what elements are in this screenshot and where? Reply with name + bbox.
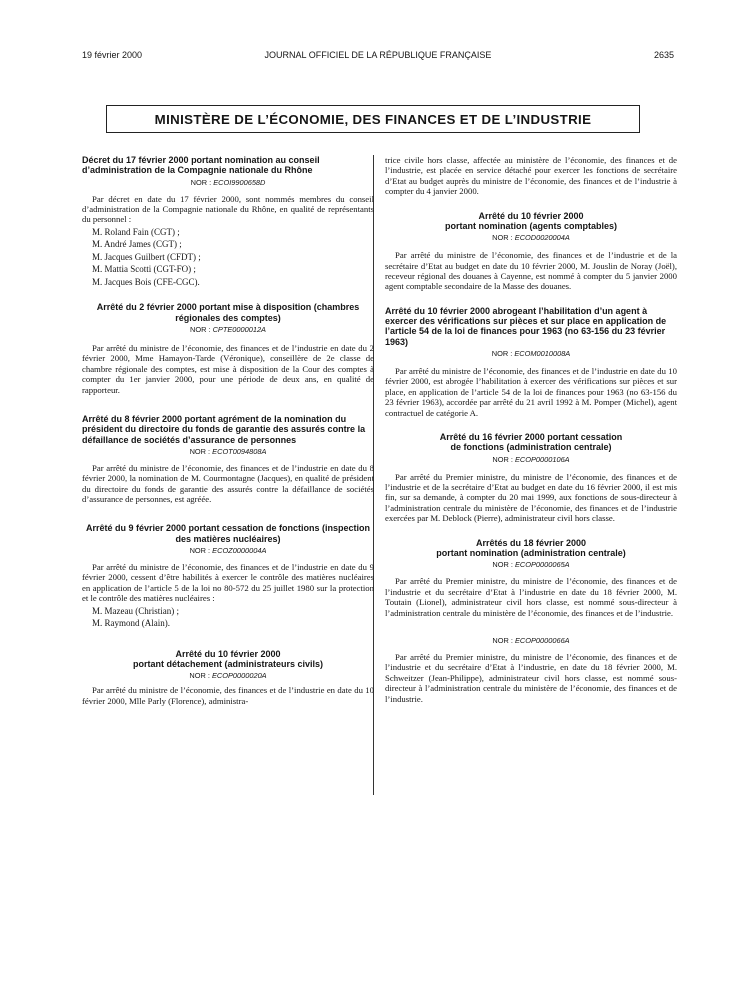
article-title: Arrêté du 16 février 2000 portant cessation de fonctions (administration centrale) [439, 432, 623, 453]
ministry-title: MINISTÈRE DE L’ÉCONOMIE, DES FINANCES ET DE L’INDUSTRIE [154, 111, 592, 127]
article-cessation-nucleaire [82, 523, 374, 629]
list-item: M. Jacques Guilbert (CFDT) ; [92, 251, 201, 262]
list-item: M. Raymond (Alain). [92, 618, 170, 629]
article-title: Arrêté du 10 février 2000 abrogeant l’habilitation d’un agent à exercer des vérifications sur pièces et sur place en application de l’article 54 de la loi de finances pour 1963 (no 63-156 du 23 février 1963) [385, 305, 667, 347]
nor-reference: NOR : ECOP0000066A [492, 635, 570, 645]
nor-reference: NOR : ECOP0000065A [492, 560, 570, 570]
list-item: M. Roland Fain (CGT) ; [92, 226, 180, 237]
nor-code: ECOI9900658D [213, 177, 266, 187]
article-body: Par décret en date du 17 février 2000, sont nommés membres du conseil d’administration de la Compagnie nationale du Rhône, en qualité de représentants du personnel : [82, 193, 374, 225]
list-item: M. Mazeau (Christian) ; [92, 605, 179, 616]
article-body: Par arrêté du ministre de l’économie, des finances et de l’industrie en date du 10 février 2000, est abrogée l’habilitation à exercer des vérifications sur pièces et sur place, en application de l’article 54 de la loi de finances pour 1963 (no 63-156 du 23 février 1963), accordée par arrêté du 21 avril 1992 à M. Pomper (Michel), agent contractuel de catégorie A. [385, 366, 677, 418]
right-column [385, 155, 677, 704]
nor-code: ECOP0000066A [514, 635, 570, 645]
article-agrement-nomination [82, 414, 374, 505]
header-date: 19 février 2000 [82, 50, 143, 60]
journal-title: JOURNAL OFFICIEL DE LA RÉPUBLIQUE FRANÇAISE [264, 50, 492, 60]
article-body: Par arrêté du ministre de l’économie, des finances et de l’industrie en date du 2 février 2000, Mme Hamayon-Tarde (Véronique), conseillère de 2e classe de chambre régionale des comptes, est mise à disposition de la Cour des comptes à compter du 1er janvier 2000, pour une période de deux ans, en qualité de rapporteur. [82, 342, 374, 395]
article-body: Par arrêté du Premier ministre, du ministre de l’économie, des finances et de l’industrie et du secrétaire d’Etat à l’industrie en date du 18 février 2000, M. Toutain (Lionel), administrateur civil hors classe, est nommé sous-directeur à l’administration centrale du ministère de l’économie, des finances et de l’industrie. [385, 576, 677, 618]
article-title: Arrêté du 10 février 2000 portant détachement (administrateurs civils) [132, 648, 324, 669]
member-list [82, 226, 374, 289]
article-body: Par arrêté du Premier ministre, du ministre de l’économie, des finances et de l’industrie et de la secrétaire d’Etat au budget en date du 16 février 2000, il est mis fin, sur sa demande, à compter du 20 mai 1999, aux fonctions de sous-directeur à l’administration centrale du ministère de l’économie, des finances et de l’industrie exercées par M. Deblock (Pierre), administrateur civil hors classe. [385, 471, 677, 524]
list-item: M. André James (CGT) ; [92, 239, 182, 250]
article-title: Arrêté du 8 février 2000 portant agrément de la nomination du président du directoire du fonds de garantie des assurés contre la défaillance de sociétés d’assurance de personnes [82, 413, 366, 445]
nor-reference: NOR : ECOM0010008A [491, 349, 571, 359]
nor-reference: NOR : ECOT0094808A [189, 446, 267, 456]
nor-code: ECOP0000020A [211, 671, 267, 681]
list-item: M. Mattia Scotti (CGT-FO) ; [92, 264, 196, 275]
nor-reference: NOR : ECOD0020004A [492, 233, 570, 243]
nor-reference: NOR : ECOP0000020A [189, 671, 267, 681]
article-title: Arrêté du 9 février 2000 portant cessation de fonctions (inspection des matières nucléaires) [85, 523, 371, 544]
nor-code: ECOD0020004A [514, 233, 570, 243]
nor-code: ECOT0094808A [212, 446, 267, 456]
article-title: Arrêtés du 18 février 2000 portant nomination (administration centrale) [436, 537, 626, 558]
nor-code: ECOP0000106A [514, 454, 570, 464]
article-mise-a-disposition [82, 302, 374, 395]
nor-code: CPTE0000012A [212, 324, 266, 334]
article-title: Arrêté du 2 février 2000 portant mise à disposition (chambres régionales des comptes) [96, 302, 360, 323]
ministry-banner [106, 105, 640, 133]
article-agents-comptables [385, 211, 677, 292]
article-title: Arrêté du 10 février 2000 portant nomination (agents comptables) [444, 210, 617, 231]
article-body: Par arrêté du ministre de l’économie, des finances et de l’industrie et de la secrétaire d’Etat au budget en date du 10 février 2000, M. Jouslin de Noray (Joël), receveur régional des douanes à Cayenne, est nommé à compter du 5 janvier 2000 agent comptable secondaire de la Masse des douanes. [385, 250, 677, 292]
nor-code: ECOZ0000004A [212, 546, 267, 556]
article-title: Décret du 17 février 2000 portant nomination au conseil d’administration de la Compagnie nationale du Rhône [82, 155, 320, 176]
page-number: 2635 [653, 50, 674, 60]
article-body: Par arrêté du ministre de l’économie, des finances et de l’industrie en date du 8 février 2000, la nomination de M. Courmontagne (Jacques), en qualité de président du directoire du fonds de garantie des assurés contre la défaillance de sociétés d’assurance de personnes, est agréée. [82, 462, 374, 505]
article-decret-rhone [82, 155, 374, 288]
article-body: Par arrêté du ministre de l’économie, des finances et de l’industrie en date du 10 février 2000, Mlle Parly (Florence), administra- [82, 685, 374, 706]
article-body: Par arrêté du Premier ministre, du ministre de l’économie, des finances et de l’industrie et du secrétaire d’Etat à l’industrie, en date du 18 février 2000, M. Schweitzer (Jean-Philippe), administrateur civil hors classe, est nommé sous-directeur à l’administration centrale du ministère de l’économie, des finances et de l’industrie. [385, 651, 677, 704]
left-column [82, 155, 374, 706]
nor-reference: NOR : ECOP0000106A [492, 454, 570, 464]
list-item: M. Jacques Bois (CFE-CGC). [92, 276, 200, 287]
article-nominations-centrale [385, 538, 677, 704]
article-abrogation-habilitation [385, 306, 677, 418]
nor-code: ECOM0010008A [514, 349, 571, 359]
member-list [82, 605, 374, 630]
nor-reference: NOR : ECOI9900658D [190, 177, 266, 187]
nor-reference: NOR : CPTE0000012A [189, 324, 266, 334]
article-detachement [82, 649, 374, 706]
nor-reference: NOR : ECOZ0000004A [189, 546, 267, 556]
article-cessation-fonctions [385, 432, 677, 524]
running-header [82, 50, 674, 64]
nor-code: ECOP0000065A [514, 560, 570, 570]
article-body: Par arrêté du ministre de l’économie, des finances et de l’industrie en date du 9 février 2000, cessent d’être habilités à exercer le contrôle des matières nucléaires en application de l’article 5 de la loi no 80-572 du 25 juillet 1980 sur la protection et le contrôle des matières nucléaires : [82, 562, 374, 604]
article-body-continued: trice civile hors classe, affectée au ministère de l’économie, des finances et de l’industrie, est placée en service détaché pour exercer les fonctions de secrétaire d’Etat au budget auprès du ministre de l’économie, des finances et de l’industrie à compter du 4 janvier 2000. [385, 155, 677, 197]
